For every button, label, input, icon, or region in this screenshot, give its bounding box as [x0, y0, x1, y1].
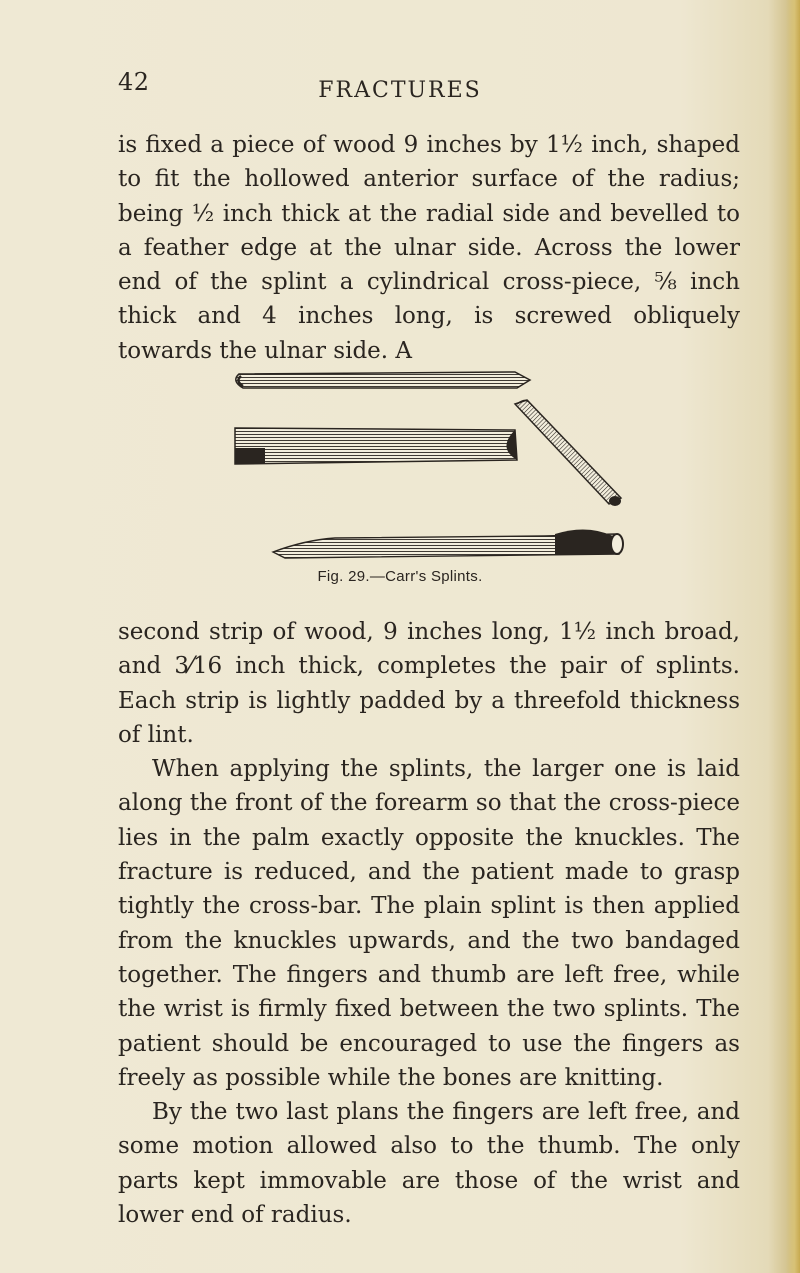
splint-side-view	[273, 529, 623, 558]
page-number: 42	[118, 68, 150, 96]
paragraph: By the two last plans the fingers are left free, and some motion allowed also to the thumb. The only parts kept immovable are those of the wrist and lower end of radius.	[118, 1099, 740, 1229]
paragraph: is fixed a piece of wood 9 inches by 1½ inch, shaped to fit the hollowed anterior surface of the radius; being ½ inch thick at the radial side and bevelled to a feather edge at the ulnar side. Across the lower end of the splint a cylindrical cross-piece, ⅝ inch thick and 4 inches long, is screwed obliquely towards the ulnar side. A	[118, 132, 740, 364]
figure-carrs-splints	[225, 368, 635, 568]
plain-splint	[236, 372, 530, 388]
running-head: FRACTURES	[318, 78, 482, 103]
figure-caption: Fig. 29.—Carr's Splints.	[317, 568, 483, 585]
splint-with-crosspiece	[235, 400, 621, 506]
paragraph: second strip of wood, 9 inches long, 1½ inch broad, and 3⁄16 inch thick, completes the pair of splints. Each strip is lightly padded by a threefold thickness of lint.	[118, 619, 740, 748]
paragraph: When applying the splints, the larger one is laid along the front of the forearm so that the cross-piece lies in the palm exactly opposite the knuckles. The fracture is reduced, and the patient made to grasp tightly the cross-bar. The plain splint is then applied from the knuckles upwards, and the two bandaged together. The fingers and thumb are left free, while the wrist is firmly fixed between the two splints. The patient should be encouraged to use the fingers as freely as possible while the bones are knitting.	[118, 756, 740, 1091]
page-edge	[786, 0, 800, 1273]
text-block-bottom	[118, 615, 740, 1232]
text-block-top	[118, 128, 740, 368]
